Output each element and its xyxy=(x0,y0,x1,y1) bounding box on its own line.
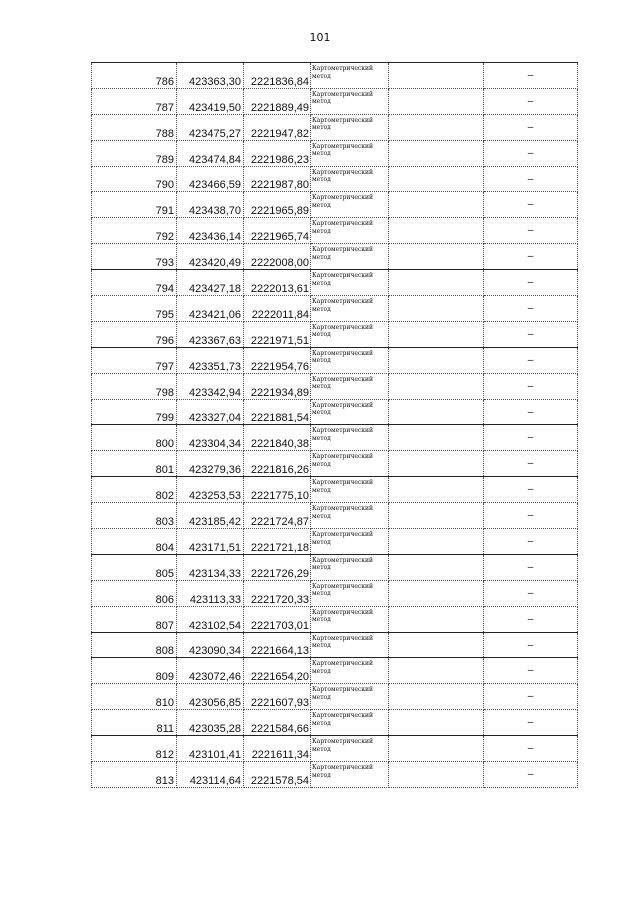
point-number-cell: 790 xyxy=(92,166,177,192)
y-coordinate-cell: 2221816,26 xyxy=(244,451,311,477)
x-coordinate-cell: 423367,63 xyxy=(177,321,244,347)
method-cell: Картометрический метод xyxy=(311,244,389,270)
dash-cell: – xyxy=(484,710,578,736)
y-coordinate-cell: 2221611,34 xyxy=(244,736,311,762)
point-number-cell: 788 xyxy=(92,114,177,140)
y-coordinate-cell: 2221703,01 xyxy=(244,606,311,632)
y-coordinate-cell: 2221775,10 xyxy=(244,477,311,503)
method-cell: Картометрический метод xyxy=(311,710,389,736)
empty-cell xyxy=(389,63,484,89)
empty-cell xyxy=(389,114,484,140)
table-row xyxy=(92,373,578,399)
point-number-cell: 795 xyxy=(92,296,177,322)
y-coordinate-cell: 2221881,54 xyxy=(244,399,311,425)
method-cell: Картометрический метод xyxy=(311,321,389,347)
empty-cell xyxy=(389,580,484,606)
y-coordinate-cell: 2221578,54 xyxy=(244,762,311,788)
x-coordinate-cell: 423420,49 xyxy=(177,244,244,270)
point-number-cell: 800 xyxy=(92,425,177,451)
dash-cell: – xyxy=(484,88,578,114)
empty-cell xyxy=(389,503,484,529)
method-cell: Картометрический метод xyxy=(311,632,389,658)
x-coordinate-cell: 423419,50 xyxy=(177,88,244,114)
dash-cell: – xyxy=(484,477,578,503)
empty-cell xyxy=(389,684,484,710)
y-coordinate-cell: 2222008,00 xyxy=(244,244,311,270)
dash-cell: – xyxy=(484,606,578,632)
x-coordinate-cell: 423327,04 xyxy=(177,399,244,425)
table-row xyxy=(92,632,578,658)
dash-cell: – xyxy=(484,244,578,270)
dash-cell: – xyxy=(484,321,578,347)
y-coordinate-cell: 2221721,18 xyxy=(244,529,311,555)
table-row xyxy=(92,736,578,762)
table-row xyxy=(92,606,578,632)
x-coordinate-cell: 423363,30 xyxy=(177,63,244,89)
dash-cell: – xyxy=(484,218,578,244)
point-number-cell: 809 xyxy=(92,658,177,684)
x-coordinate-cell: 423474,84 xyxy=(177,140,244,166)
empty-cell xyxy=(389,192,484,218)
method-cell: Картометрический метод xyxy=(311,114,389,140)
point-number-cell: 786 xyxy=(92,63,177,89)
point-number-cell: 810 xyxy=(92,684,177,710)
method-cell: Картометрический метод xyxy=(311,477,389,503)
method-cell: Картометрический метод xyxy=(311,63,389,89)
y-coordinate-cell: 2221947,82 xyxy=(244,114,311,140)
dash-cell: – xyxy=(484,192,578,218)
x-coordinate-cell: 423134,33 xyxy=(177,554,244,580)
x-coordinate-cell: 423342,94 xyxy=(177,373,244,399)
y-coordinate-cell: 2221971,51 xyxy=(244,321,311,347)
empty-cell xyxy=(389,88,484,114)
x-coordinate-cell: 423427,18 xyxy=(177,270,244,296)
coordinates-table-body xyxy=(92,63,578,788)
x-coordinate-cell: 423101,41 xyxy=(177,736,244,762)
point-number-cell: 792 xyxy=(92,218,177,244)
x-coordinate-cell: 423475,27 xyxy=(177,114,244,140)
y-coordinate-cell: 2221720,33 xyxy=(244,580,311,606)
point-number-cell: 797 xyxy=(92,347,177,373)
table-row xyxy=(92,529,578,555)
y-coordinate-cell: 2221889,49 xyxy=(244,88,311,114)
dash-cell: – xyxy=(484,166,578,192)
y-coordinate-cell: 2221664,13 xyxy=(244,632,311,658)
dash-cell: – xyxy=(484,270,578,296)
table-row xyxy=(92,425,578,451)
method-cell: Картометрический метод xyxy=(311,736,389,762)
table-row xyxy=(92,88,578,114)
empty-cell xyxy=(389,632,484,658)
table-row xyxy=(92,762,578,788)
table-row xyxy=(92,296,578,322)
method-cell: Картометрический метод xyxy=(311,529,389,555)
y-coordinate-cell: 2221965,89 xyxy=(244,192,311,218)
x-coordinate-cell: 423351,73 xyxy=(177,347,244,373)
point-number-cell: 793 xyxy=(92,244,177,270)
empty-cell xyxy=(389,270,484,296)
dash-cell: – xyxy=(484,347,578,373)
empty-cell xyxy=(389,244,484,270)
empty-cell xyxy=(389,321,484,347)
point-number-cell: 804 xyxy=(92,529,177,555)
dash-cell: – xyxy=(484,529,578,555)
point-number-cell: 801 xyxy=(92,451,177,477)
coordinates-table xyxy=(91,62,578,788)
point-number-cell: 803 xyxy=(92,503,177,529)
page-number: 101 xyxy=(309,31,331,44)
y-coordinate-cell: 2221724,87 xyxy=(244,503,311,529)
dash-cell: – xyxy=(484,399,578,425)
method-cell: Картометрический метод xyxy=(311,166,389,192)
table-row xyxy=(92,321,578,347)
table-row xyxy=(92,503,578,529)
point-number-cell: 799 xyxy=(92,399,177,425)
x-coordinate-cell: 423421,06 xyxy=(177,296,244,322)
x-coordinate-cell: 423279,36 xyxy=(177,451,244,477)
empty-cell xyxy=(389,529,484,555)
y-coordinate-cell: 2221987,80 xyxy=(244,166,311,192)
table-row xyxy=(92,399,578,425)
y-coordinate-cell: 2221965,74 xyxy=(244,218,311,244)
table-row xyxy=(92,218,578,244)
empty-cell xyxy=(389,296,484,322)
point-number-cell: 796 xyxy=(92,321,177,347)
point-number-cell: 813 xyxy=(92,762,177,788)
dash-cell: – xyxy=(484,373,578,399)
method-cell: Картометрический метод xyxy=(311,762,389,788)
y-coordinate-cell: 2221607,93 xyxy=(244,684,311,710)
method-cell: Картометрический метод xyxy=(311,140,389,166)
point-number-cell: 812 xyxy=(92,736,177,762)
method-cell: Картометрический метод xyxy=(311,347,389,373)
x-coordinate-cell: 423113,33 xyxy=(177,580,244,606)
method-cell: Картометрический метод xyxy=(311,88,389,114)
method-cell: Картометрический метод xyxy=(311,425,389,451)
x-coordinate-cell: 423035,28 xyxy=(177,710,244,736)
method-cell: Картометрический метод xyxy=(311,684,389,710)
table-row xyxy=(92,166,578,192)
empty-cell xyxy=(389,451,484,477)
table-row xyxy=(92,554,578,580)
method-cell: Картометрический метод xyxy=(311,270,389,296)
y-coordinate-cell: 2221654,20 xyxy=(244,658,311,684)
table-row xyxy=(92,451,578,477)
y-coordinate-cell: 2221840,38 xyxy=(244,425,311,451)
x-coordinate-cell: 423171,51 xyxy=(177,529,244,555)
empty-cell xyxy=(389,373,484,399)
method-cell: Картометрический метод xyxy=(311,192,389,218)
method-cell: Картометрический метод xyxy=(311,399,389,425)
table-row xyxy=(92,477,578,503)
x-coordinate-cell: 423466,59 xyxy=(177,166,244,192)
dash-cell: – xyxy=(484,140,578,166)
x-coordinate-cell: 423436,14 xyxy=(177,218,244,244)
empty-cell xyxy=(389,736,484,762)
y-coordinate-cell: 2221954,76 xyxy=(244,347,311,373)
empty-cell xyxy=(389,425,484,451)
empty-cell xyxy=(389,606,484,632)
method-cell: Картометрический метод xyxy=(311,606,389,632)
y-coordinate-cell: 2222013,61 xyxy=(244,270,311,296)
method-cell: Картометрический метод xyxy=(311,503,389,529)
point-number-cell: 807 xyxy=(92,606,177,632)
y-coordinate-cell: 2221584,66 xyxy=(244,710,311,736)
table-row xyxy=(92,114,578,140)
point-number-cell: 794 xyxy=(92,270,177,296)
dash-cell: – xyxy=(484,580,578,606)
dash-cell: – xyxy=(484,451,578,477)
dash-cell: – xyxy=(484,114,578,140)
method-cell: Картометрический метод xyxy=(311,218,389,244)
table-row xyxy=(92,658,578,684)
y-coordinate-cell: 2221836,84 xyxy=(244,63,311,89)
point-number-cell: 789 xyxy=(92,140,177,166)
method-cell: Картометрический метод xyxy=(311,554,389,580)
x-coordinate-cell: 423102,54 xyxy=(177,606,244,632)
dash-cell: – xyxy=(484,554,578,580)
empty-cell xyxy=(389,218,484,244)
point-number-cell: 805 xyxy=(92,554,177,580)
table-row xyxy=(92,347,578,373)
dash-cell: – xyxy=(484,762,578,788)
point-number-cell: 802 xyxy=(92,477,177,503)
point-number-cell: 808 xyxy=(92,632,177,658)
dash-cell: – xyxy=(484,658,578,684)
method-cell: Картометрический метод xyxy=(311,451,389,477)
empty-cell xyxy=(389,658,484,684)
x-coordinate-cell: 423185,42 xyxy=(177,503,244,529)
table-row xyxy=(92,684,578,710)
dash-cell: – xyxy=(484,736,578,762)
dash-cell: – xyxy=(484,296,578,322)
empty-cell xyxy=(389,477,484,503)
empty-cell xyxy=(389,166,484,192)
y-coordinate-cell: 2221726,29 xyxy=(244,554,311,580)
x-coordinate-cell: 423114,64 xyxy=(177,762,244,788)
y-coordinate-cell: 2222011,84 xyxy=(244,296,311,322)
dash-cell: – xyxy=(484,632,578,658)
dash-cell: – xyxy=(484,425,578,451)
empty-cell xyxy=(389,347,484,373)
x-coordinate-cell: 423056,85 xyxy=(177,684,244,710)
table-row xyxy=(92,63,578,89)
empty-cell xyxy=(389,140,484,166)
empty-cell xyxy=(389,554,484,580)
dash-cell: – xyxy=(484,63,578,89)
y-coordinate-cell: 2221986,23 xyxy=(244,140,311,166)
table-row xyxy=(92,244,578,270)
x-coordinate-cell: 423304,34 xyxy=(177,425,244,451)
point-number-cell: 787 xyxy=(92,88,177,114)
method-cell: Картометрический метод xyxy=(311,296,389,322)
method-cell: Картометрический метод xyxy=(311,373,389,399)
point-number-cell: 798 xyxy=(92,373,177,399)
table-row xyxy=(92,270,578,296)
dash-cell: – xyxy=(484,503,578,529)
x-coordinate-cell: 423253,53 xyxy=(177,477,244,503)
empty-cell xyxy=(389,710,484,736)
table-row xyxy=(92,192,578,218)
table-row xyxy=(92,140,578,166)
x-coordinate-cell: 423072,46 xyxy=(177,658,244,684)
point-number-cell: 791 xyxy=(92,192,177,218)
y-coordinate-cell: 2221934,89 xyxy=(244,373,311,399)
x-coordinate-cell: 423090,34 xyxy=(177,632,244,658)
point-number-cell: 811 xyxy=(92,710,177,736)
dash-cell: – xyxy=(484,684,578,710)
point-number-cell: 806 xyxy=(92,580,177,606)
table-row xyxy=(92,710,578,736)
table-row xyxy=(92,580,578,606)
empty-cell xyxy=(389,762,484,788)
empty-cell xyxy=(389,399,484,425)
x-coordinate-cell: 423438,70 xyxy=(177,192,244,218)
method-cell: Картометрический метод xyxy=(311,658,389,684)
method-cell: Картометрический метод xyxy=(311,580,389,606)
